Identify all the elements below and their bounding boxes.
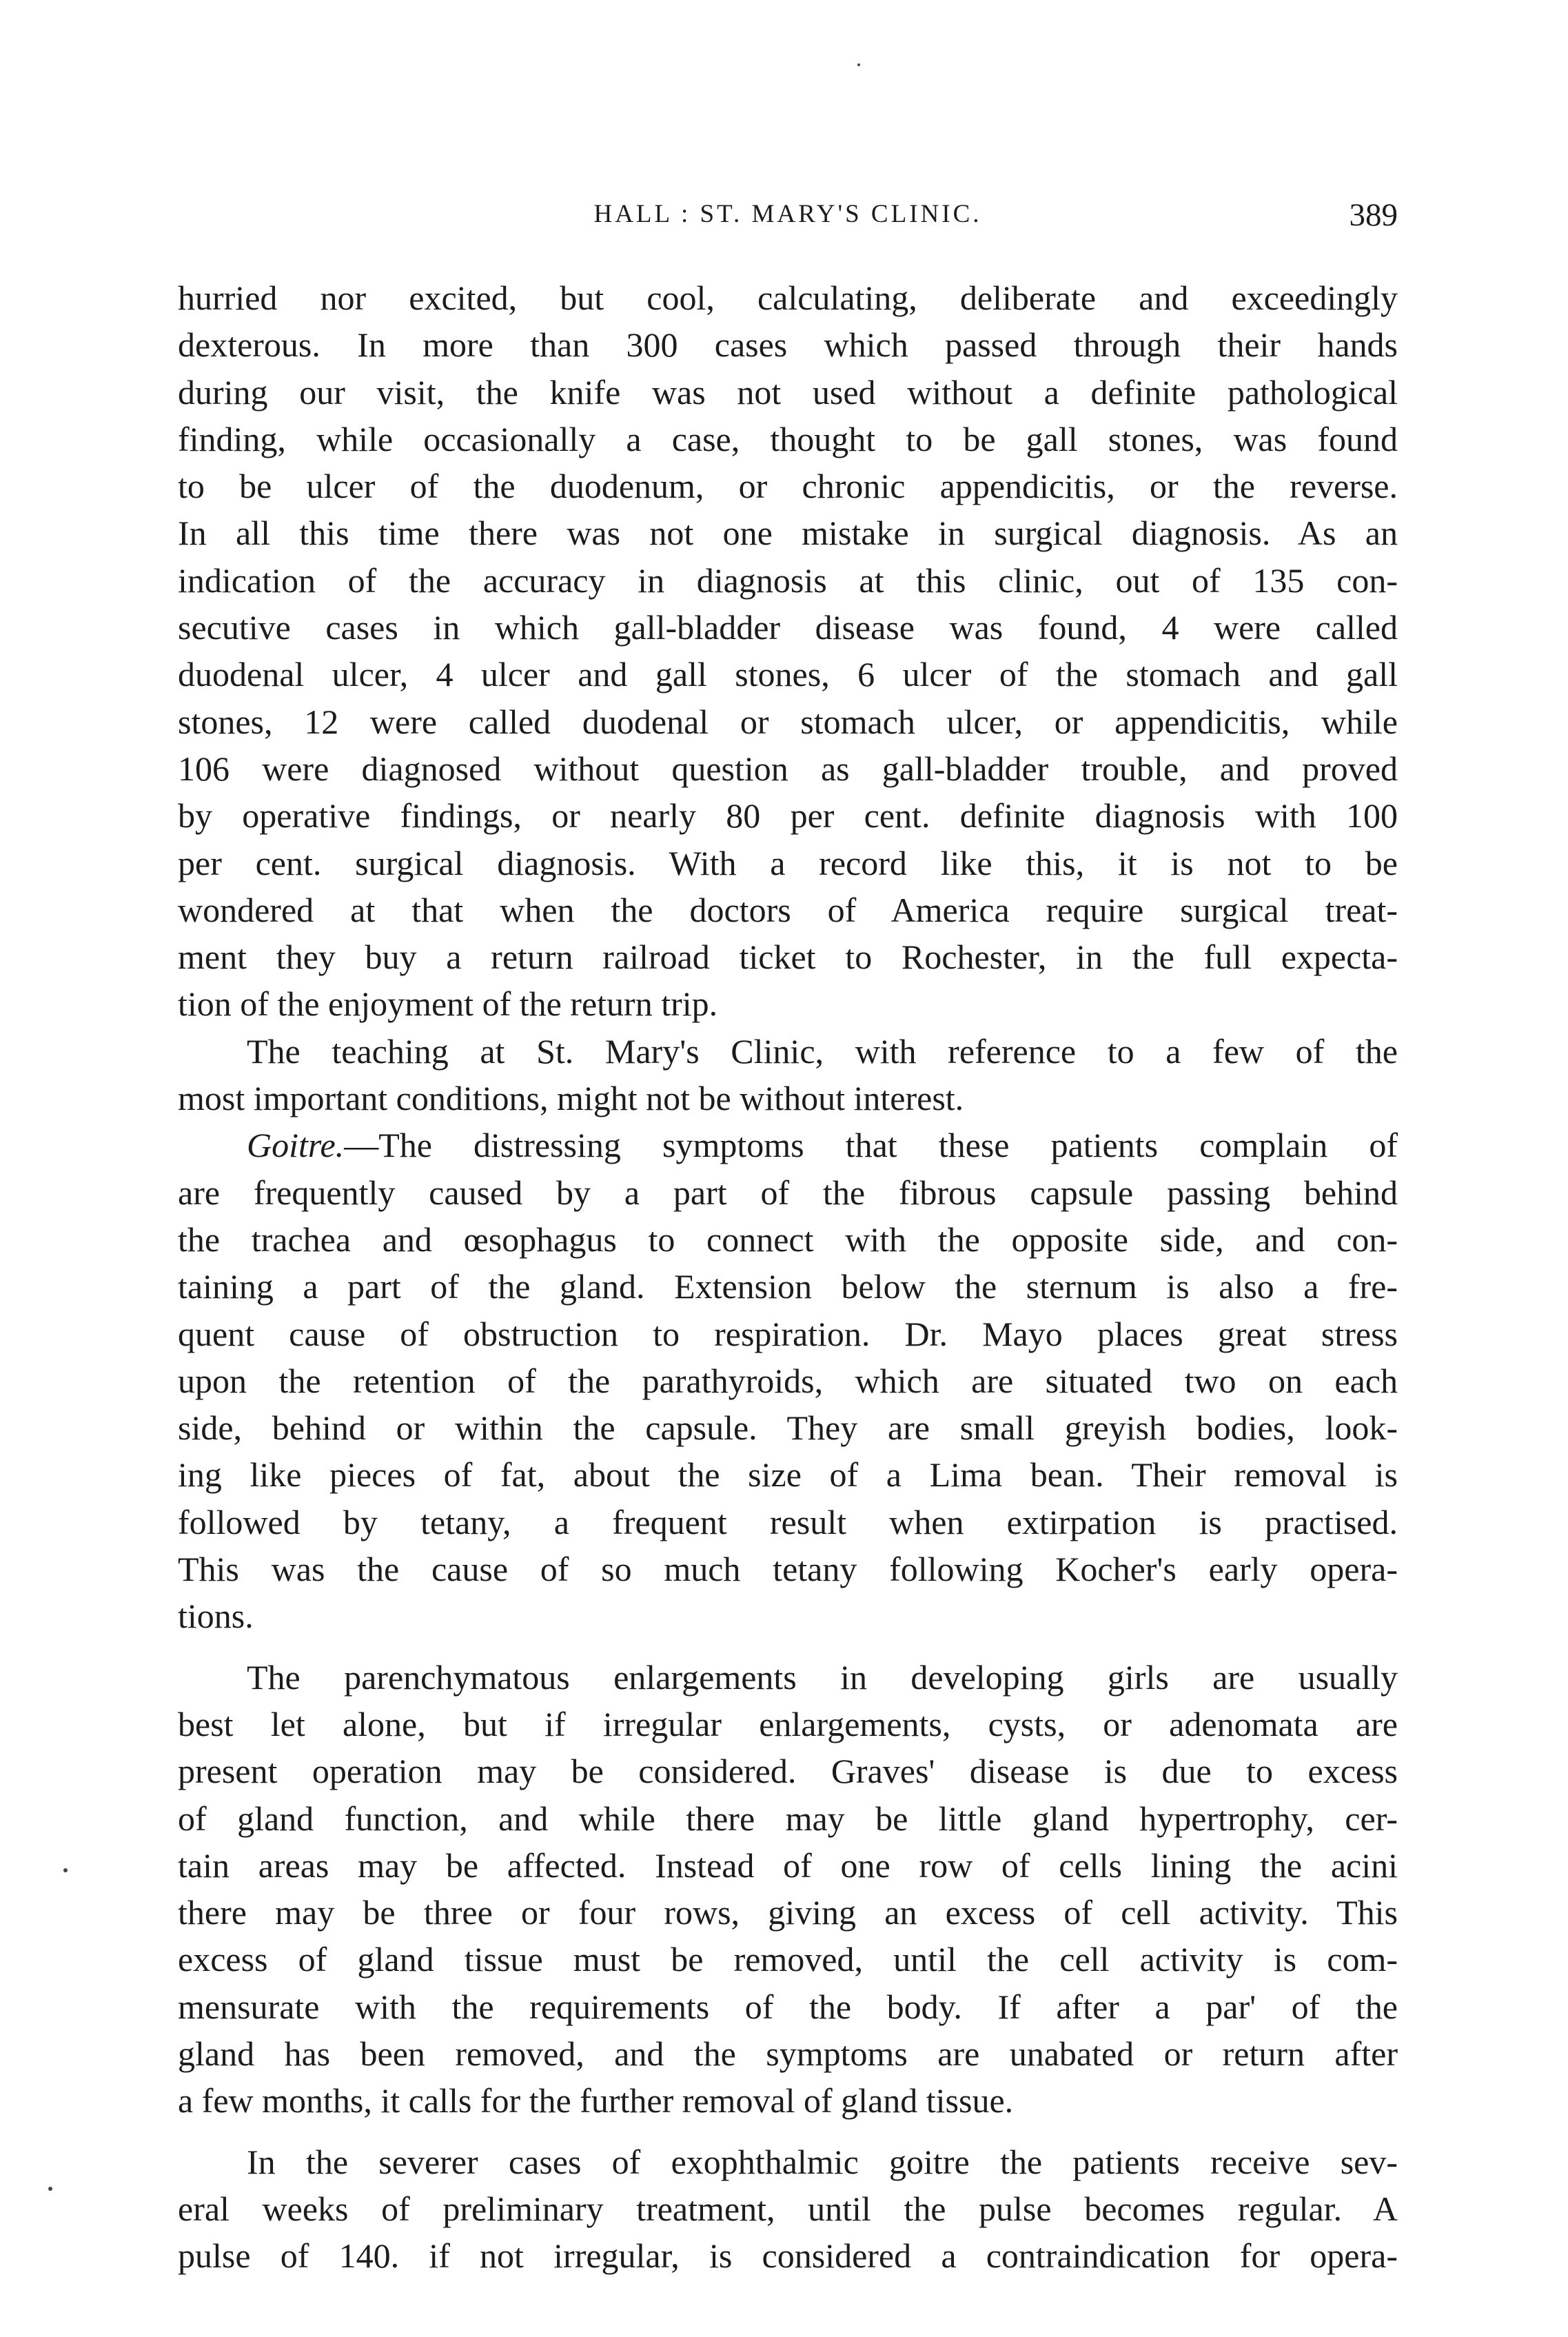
text-line: followed by tetany, a frequent result when extirpation is practised. <box>178 1502 1398 1541</box>
text-line: taining a part of the gland. Extension below the sternum is also a fre- <box>178 1267 1398 1306</box>
text-line: to be ulcer of the duodenum, or chronic appendicitis, or the reverse. <box>178 467 1398 506</box>
text-line: secutive cases in which gall-bladder disease was found, 4 were called <box>178 608 1398 647</box>
text-line: present operation may be considered. Graves' disease is due to excess <box>178 1752 1398 1791</box>
text-line: This was the cause of so much tetany following Kocher's early opera- <box>178 1550 1398 1589</box>
text-run: —The distressing symptoms that these patients complain of <box>344 1126 1398 1165</box>
text-line: a few months, it calls for the further removal of gland tissue. <box>178 2081 1014 2121</box>
scan-speck <box>857 63 860 66</box>
text-line: 106 were diagnosed without question as gall-bladder trouble, and proved <box>178 749 1398 788</box>
text-line: tions. <box>178 1597 254 1636</box>
text-line: tain areas may be affected. Instead of one row of cells lining the acini <box>178 1845 1398 1885</box>
page-number: 389 <box>1349 197 1398 233</box>
scan-speck <box>48 2187 52 2191</box>
paragraph-gap <box>178 1640 1398 1654</box>
text-line: are frequently caused by a part of the fibrous capsule passing behind <box>178 1173 1398 1212</box>
text-line: The parenchymatous enlargements in developing girls are usually <box>247 1657 1398 1697</box>
text-line: finding, while occasionally a case, thought to be gall stones, was found <box>178 419 1398 458</box>
paragraph <box>178 1122 1398 1639</box>
text-line: hurried nor excited, but cool, calculating, deliberate and exceedingly <box>178 279 1398 317</box>
section-heading-goitre: Goitre. <box>247 1126 345 1165</box>
text-line: side, behind or within the capsule. They are small greyish bodies, look- <box>178 1408 1398 1448</box>
paragraph <box>178 2138 1398 2280</box>
text-line: dexterous. In more than 300 cases which passed through their hands <box>178 325 1398 365</box>
text-line: In the severer cases of exophthalmic goitre the patients receive sev- <box>247 2142 1398 2181</box>
text-line: the trachea and œsophagus to connect with the opposite side, and con- <box>178 1220 1398 1259</box>
text-line: eral weeks of preliminary treatment, until the pulse becomes regular. A <box>178 2189 1398 2228</box>
text-line: tion of the enjoyment of the return trip. <box>178 984 718 1024</box>
text-line: best let alone, but if irregular enlargements, cysts, or adenomata are <box>178 1704 1398 1743</box>
paragraph-gap <box>178 2125 1398 2138</box>
body-text <box>178 274 1398 2279</box>
text-line: wondered at that when the doctors of America require surgical treat- <box>178 890 1398 929</box>
text-line: by operative findings, or nearly 80 per cent. definite diagnosis with 100 <box>178 796 1398 836</box>
text-line: quent cause of obstruction to respiration. Dr. Mayo places great stress <box>178 1314 1398 1353</box>
scan-speck <box>63 1868 68 1872</box>
text-line: duodenal ulcer, 4 ulcer and gall stones, 6 ulcer of the stomach and gall <box>178 655 1398 694</box>
text-line: during our visit, the knife was not used without a definite pathological <box>178 372 1398 412</box>
text-line: mensurate with the requirements of the body. If after a par' of the <box>178 1987 1398 2026</box>
text-line <box>178 1122 1398 1168</box>
text-line: stones, 12 were called duodenal or stomach ulcer, or appendicitis, while <box>178 702 1398 741</box>
text-line: indication of the accuracy in diagnosis at this clinic, out of 135 con- <box>178 560 1398 600</box>
paragraph <box>178 1654 1398 2125</box>
text-line: The teaching at St. Mary's Clinic, with reference to a few of the <box>247 1031 1398 1071</box>
paragraph <box>178 1028 1398 1122</box>
page-header <box>178 196 1398 238</box>
text-line: In all this time there was not one mistake in surgical diagnosis. As an <box>178 514 1398 553</box>
text-line: excess of gland tissue must be removed, until the cell activity is com- <box>178 1940 1398 1979</box>
paragraph <box>178 274 1398 1028</box>
text-line: most important conditions, might not be without interest. <box>178 1079 964 1118</box>
running-head: HALL : ST. MARY'S CLINIC. <box>593 200 982 228</box>
text-line: pulse of 140. if not irregular, is considered a contraindication for opera- <box>178 2236 1398 2276</box>
text-line: per cent. surgical diagnosis. With a record like this, it is not to be <box>178 843 1398 882</box>
text-line: ing like pieces of fat, about the size of a Lima bean. Their removal is <box>178 1455 1398 1495</box>
text-line: ment they buy a return railroad ticket to Rochester, in the full expecta- <box>178 938 1398 977</box>
text-line: of gland function, and while there may be little gland hypertrophy, cer- <box>178 1799 1398 1838</box>
text-line: upon the retention of the parathyroids, which are situated two on each <box>178 1361 1398 1400</box>
text-line: gland has been removed, and the symptoms are unabated or return after <box>178 2034 1398 2073</box>
text-line: there may be three or four rows, giving an excess of cell activity. This <box>178 1893 1398 1932</box>
